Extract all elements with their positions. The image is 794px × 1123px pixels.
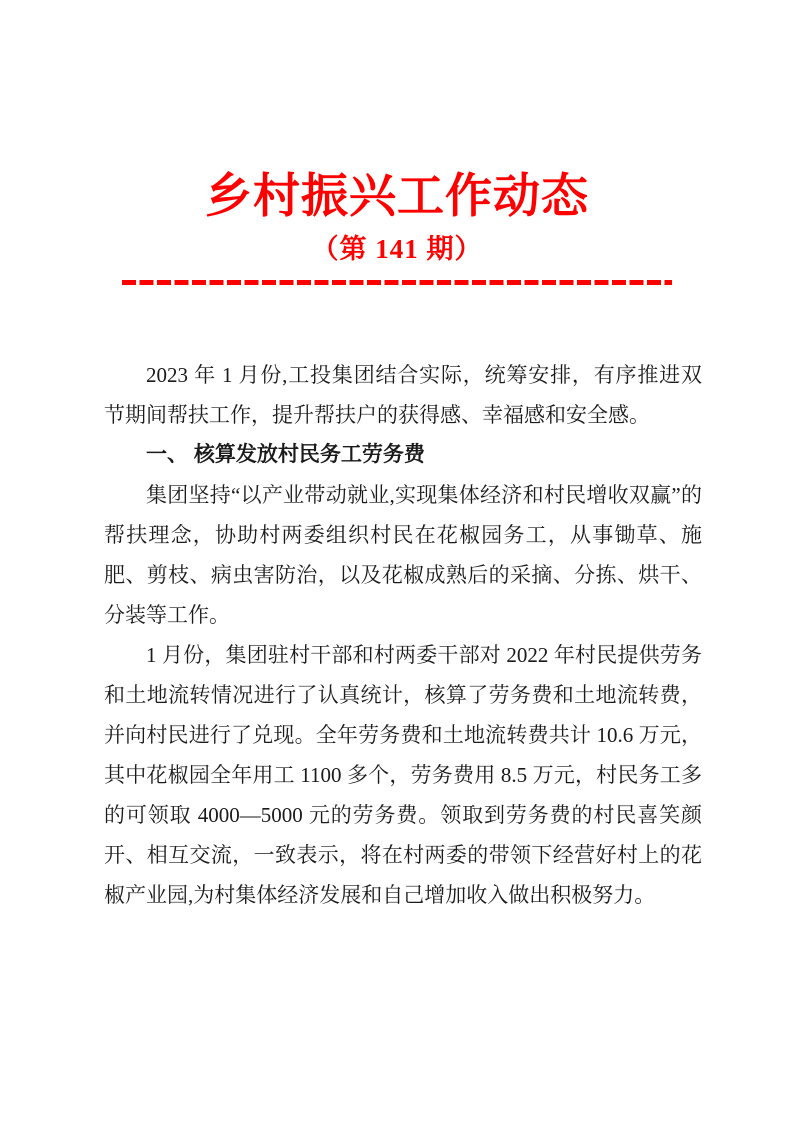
dashed-divider <box>122 280 672 285</box>
issue-number: （第 141 期） <box>311 234 483 264</box>
section-heading-1: 一、 核算发放村民务工劳务费 <box>146 443 425 466</box>
intro-paragraph: 2023 年 1 月份,工投集团结合实际，统筹安排，有序推进双节期间帮扶工作，提升帮扶户的获得感、幸福感和安全感。 <box>104 363 702 427</box>
section1-paragraph-2: 1 月份，集团驻村干部和村两委干部对 2022 年村民提供劳务和土地流转情况进行了认真统计，核算了劳务费和土地流转费，并向村民进行了兑现。全年劳务费和土地流转费共计 10.6 万元，其中花椒园全年用工 1100 多个，劳务费用 8.5 万元，村民务工多的可领取 4000—5000 元的劳务费。领取到劳务费的村民喜笑颜开、相互交流，一致表示，将在村两委的带领下经营好村上的花椒产业园,为村集体经济发展和自己增加收入做出积极努力。 <box>104 643 702 907</box>
newsletter-title: 乡村振兴工作动态 <box>205 169 589 224</box>
masthead <box>0 0 794 285</box>
document-body <box>104 355 702 915</box>
section1-paragraph-1: 集团坚持“以产业带动就业,实现集体经济和村民增收双赢”的帮扶理念，协助村两委组织村民在花椒园务工，从事锄草、施肥、剪枝、病虫害防治，以及花椒成熟后的采摘、分拣、烘干、分装等工作。 <box>104 483 702 627</box>
